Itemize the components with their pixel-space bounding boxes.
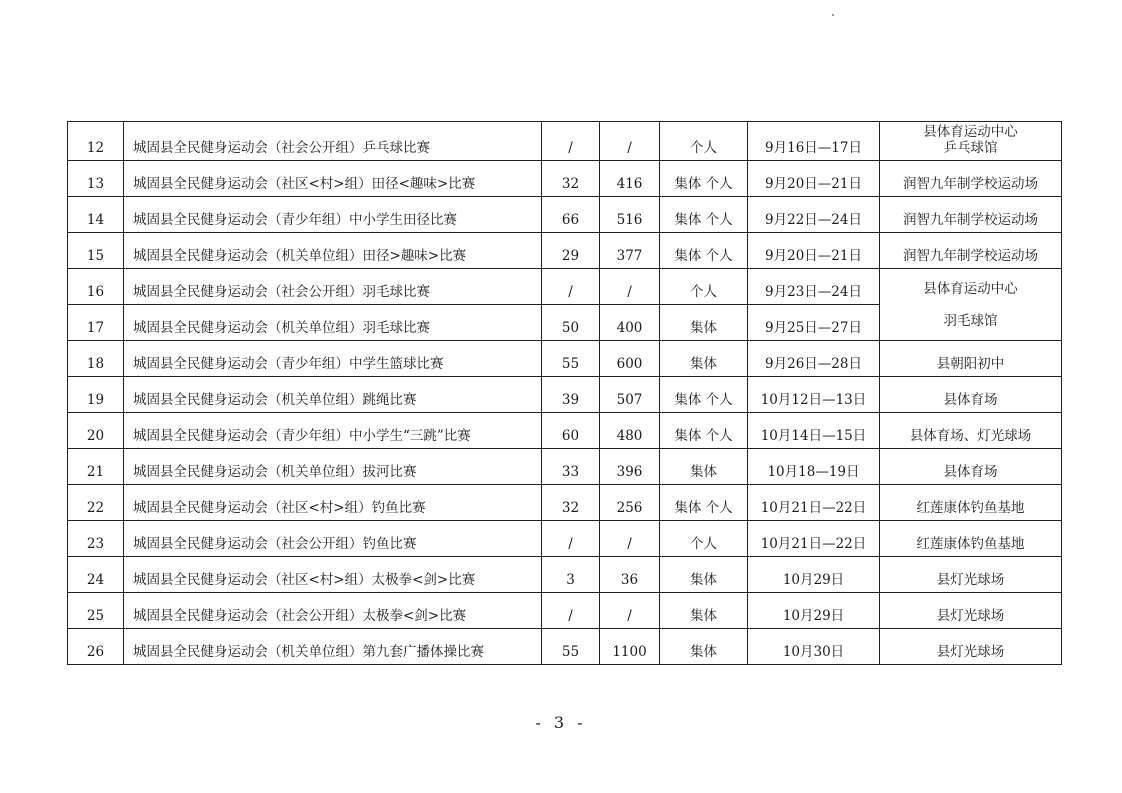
participant-count: /: [600, 269, 660, 305]
table-row: [68, 449, 1062, 485]
participant-count: 400: [600, 305, 660, 341]
participant-count: /: [600, 122, 660, 161]
team-count: 50: [542, 305, 600, 341]
event-name: 城固县全民健身运动会（机关单位组）羽毛球比赛: [124, 305, 542, 341]
event-date: 10月18—19日: [748, 449, 880, 485]
event-venue: 县体育场: [880, 449, 1062, 485]
table-row: [68, 377, 1062, 413]
team-count: /: [542, 521, 600, 557]
team-count: 66: [542, 197, 600, 233]
row-number: 18: [68, 341, 124, 377]
team-count: 29: [542, 233, 600, 269]
table-row: [68, 161, 1062, 197]
event-name: 城固县全民健身运动会（社会公开组）钓鱼比赛: [124, 521, 542, 557]
event-name: 城固县全民健身运动会（机关单位组）田径>趣味>比赛: [124, 233, 542, 269]
event-venue: 县朝阳初中: [880, 341, 1062, 377]
schedule-table: [67, 121, 1062, 665]
event-venue: 县灯光球场: [880, 557, 1062, 593]
event-name: 城固县全民健身运动会（社会公开组）羽毛球比赛: [124, 269, 542, 305]
event-date: 10月12日—13日: [748, 377, 880, 413]
team-count: 3: [542, 557, 600, 593]
participant-count: 1100: [600, 629, 660, 665]
table-row: [68, 413, 1062, 449]
venue-line: 羽毛球馆: [943, 312, 998, 329]
event-venue: [880, 122, 1062, 161]
table-row: [68, 269, 1062, 305]
table-row: [68, 485, 1062, 521]
row-number: 12: [68, 122, 124, 161]
event-type: 集体 个人: [660, 413, 748, 449]
team-count: 32: [542, 485, 600, 521]
event-name: 城固县全民健身运动会（青少年组）中小学生田径比赛: [124, 197, 542, 233]
table-row: [68, 197, 1062, 233]
event-date: 9月20日—21日: [748, 233, 880, 269]
venue-line: 县体育运动中心: [923, 280, 1018, 297]
venue-line: 乒乓球馆: [943, 140, 998, 157]
participant-count: 416: [600, 161, 660, 197]
event-venue: 县灯光球场: [880, 629, 1062, 665]
event-name: 城固县全民健身运动会（社区<村>组）太极拳<剑>比赛: [124, 557, 542, 593]
event-date: 10月30日: [748, 629, 880, 665]
event-venue: 润智九年制学校运动场: [880, 233, 1062, 269]
row-number: 13: [68, 161, 124, 197]
participant-count: /: [600, 521, 660, 557]
event-type: 集体: [660, 305, 748, 341]
row-number: 24: [68, 557, 124, 593]
event-date: 10月21日—22日: [748, 485, 880, 521]
venue-line: 县体育运动中心: [923, 124, 1018, 140]
row-number: 23: [68, 521, 124, 557]
event-type: 集体: [660, 341, 748, 377]
participant-count: 377: [600, 233, 660, 269]
team-count: /: [542, 269, 600, 305]
row-number: 17: [68, 305, 124, 341]
event-name: 城固县全民健身运动会（机关单位组）拔河比赛: [124, 449, 542, 485]
row-number: 16: [68, 269, 124, 305]
team-count: 60: [542, 413, 600, 449]
event-type: 集体: [660, 557, 748, 593]
event-type: 集体: [660, 629, 748, 665]
event-type: 集体: [660, 593, 748, 629]
event-name: 城固县全民健身运动会（社区<村>组）田径<趣味>比赛: [124, 161, 542, 197]
participant-count: 507: [600, 377, 660, 413]
event-type: 集体: [660, 449, 748, 485]
event-date: 9月25日—27日: [748, 305, 880, 341]
event-type: 个人: [660, 122, 748, 161]
event-venue: [880, 269, 1062, 341]
team-count: /: [542, 122, 600, 161]
event-venue: 红莲康体钓鱼基地: [880, 521, 1062, 557]
event-venue: 润智九年制学校运动场: [880, 161, 1062, 197]
participant-count: 600: [600, 341, 660, 377]
team-count: 33: [542, 449, 600, 485]
event-name: 城固县全民健身运动会（社区<村>组）钓鱼比赛: [124, 485, 542, 521]
team-count: 55: [542, 341, 600, 377]
table-row: [68, 233, 1062, 269]
event-type: 个人: [660, 521, 748, 557]
participant-count: 396: [600, 449, 660, 485]
page-number: - 3 -: [535, 713, 587, 732]
event-date: 9月23日—24日: [748, 269, 880, 305]
participant-count: /: [600, 593, 660, 629]
event-date: 10月14日—15日: [748, 413, 880, 449]
row-number: 21: [68, 449, 124, 485]
team-count: 39: [542, 377, 600, 413]
event-venue: 红莲康体钓鱼基地: [880, 485, 1062, 521]
participant-count: 516: [600, 197, 660, 233]
event-venue: 县体育场: [880, 377, 1062, 413]
schedule-table-body: [68, 122, 1062, 665]
event-venue: 县灯光球场: [880, 593, 1062, 629]
team-count: /: [542, 593, 600, 629]
row-number: 26: [68, 629, 124, 665]
event-name: 城固县全民健身运动会（青少年组）中学生篮球比赛: [124, 341, 542, 377]
event-name: 城固县全民健身运动会（机关单位组）跳绳比赛: [124, 377, 542, 413]
row-number: 15: [68, 233, 124, 269]
event-date: 9月20日—21日: [748, 161, 880, 197]
team-count: 32: [542, 161, 600, 197]
event-type: 集体 个人: [660, 197, 748, 233]
event-type: 集体 个人: [660, 161, 748, 197]
scan-dot: [832, 14, 834, 16]
table-row: [68, 557, 1062, 593]
event-date: 10月29日: [748, 593, 880, 629]
team-count: 55: [542, 629, 600, 665]
event-name: 城固县全民健身运动会（青少年组）中小学生“三跳”比赛: [124, 413, 542, 449]
event-type: 个人: [660, 269, 748, 305]
table-row: [68, 593, 1062, 629]
event-type: 集体 个人: [660, 377, 748, 413]
event-venue: 县体育场、灯光球场: [880, 413, 1062, 449]
table-row: [68, 122, 1062, 161]
row-number: 20: [68, 413, 124, 449]
table-row: [68, 629, 1062, 665]
event-name: 城固县全民健身运动会（机关单位组）第九套广播体操比赛: [124, 629, 542, 665]
event-venue: 润智九年制学校运动场: [880, 197, 1062, 233]
event-date: 10月29日: [748, 557, 880, 593]
event-name: 城固县全民健身运动会（社会公开组）乒乓球比赛: [124, 122, 542, 161]
row-number: 25: [68, 593, 124, 629]
table-row: [68, 341, 1062, 377]
row-number: 19: [68, 377, 124, 413]
participant-count: 256: [600, 485, 660, 521]
row-number: 22: [68, 485, 124, 521]
event-name: 城固县全民健身运动会（社会公开组）太极拳<剑>比赛: [124, 593, 542, 629]
event-type: 集体 个人: [660, 485, 748, 521]
row-number: 14: [68, 197, 124, 233]
event-date: 10月21日—22日: [748, 521, 880, 557]
table-row: [68, 521, 1062, 557]
event-type: 集体 个人: [660, 233, 748, 269]
participant-count: 480: [600, 413, 660, 449]
event-date: 9月16日—17日: [748, 122, 880, 161]
participant-count: 36: [600, 557, 660, 593]
event-date: 9月22日—24日: [748, 197, 880, 233]
event-date: 9月26日—28日: [748, 341, 880, 377]
